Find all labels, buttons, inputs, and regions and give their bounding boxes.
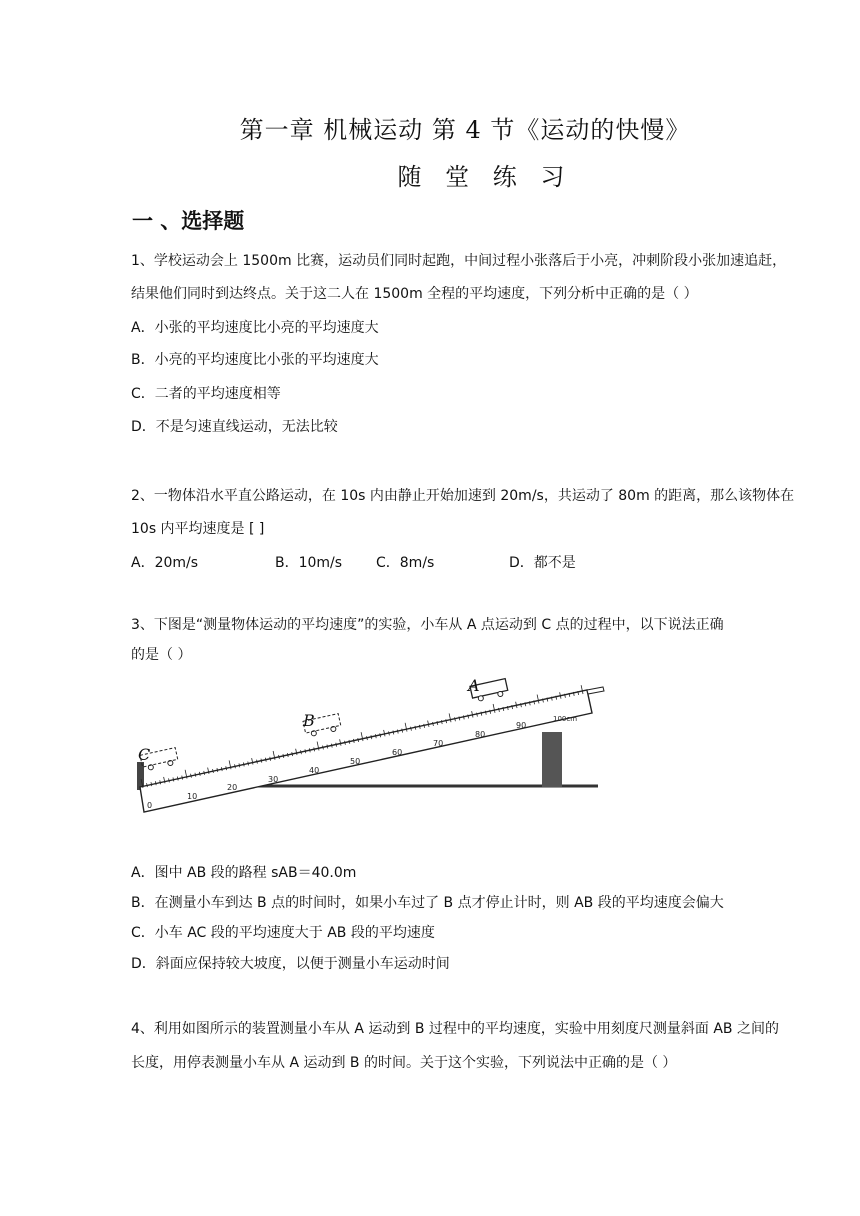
q1-stem-line2: 结果他们同时到达终点。关于这二人在 1500m 全程的平均速度，下列分析中正确的是（ ） (131, 286, 698, 302)
ruler-number-40: 40 (309, 766, 320, 775)
section-heading: 一 、选择题 (132, 209, 245, 233)
support-post (542, 732, 562, 787)
q2-option-c: C．8m/s (376, 555, 435, 571)
q1-option-a: A．小张的平均速度比小亮的平均速度大 (131, 320, 379, 336)
label-b: B (303, 711, 315, 730)
q2-option-a: A．20m/s (131, 555, 199, 571)
ruler-number-100: 100cm (553, 715, 578, 723)
label-c: C (138, 745, 151, 764)
ruler-body (140, 690, 592, 812)
q4-stem-line1: 4、利用如图所示的装置测量小车从 A 运动到 B 过程中的平均速度，实验中用刻度尺测量斜面 AB 之间的 (131, 1021, 779, 1037)
q2-stem-line1: 2、一物体沿水平直公路运动，在 10s 内由静止开始加速到 20m/s，共运动了 80m 的距离，那么该物体在 (131, 488, 795, 504)
page-subtitle: 随 堂 练 习 (397, 163, 573, 191)
q3-option-c: C．小车 AC 段的平均速度大于 AB 段的平均速度 (131, 925, 435, 941)
q1-stem-line1: 1、学校运动会上 1500m 比赛，运动员们同时起跑，中间过程小张落后于小亮，冲刺阶段小张加速追赶， (131, 253, 787, 269)
ruler-number-0: 0 (147, 801, 153, 810)
q1-option-d: D．不是匀速直线运动，无法比较 (131, 419, 338, 435)
q2-stem-line2: 10s 内平均速度是 [ ] (131, 521, 265, 537)
ruler-number-70: 70 (433, 739, 444, 748)
ruler-number-90: 90 (516, 721, 527, 730)
q2-option-d: D．都不是 (509, 555, 576, 571)
label-a: A (468, 676, 480, 695)
ruler-number-30: 30 (268, 775, 279, 784)
ruler-number-10: 10 (187, 792, 198, 801)
q3-stem-line2: 的是（ ） (131, 647, 192, 663)
ruler-number-80: 80 (475, 730, 486, 739)
q1-option-b: B．小亮的平均速度比小张的平均速度大 (131, 352, 379, 368)
q4-stem-line2: 长度，用停表测量小车从 A 运动到 B 的时间。关于这个实验，下列说法中正确的是（ ） (131, 1055, 677, 1071)
q1-option-c: C．二者的平均速度相等 (131, 386, 281, 402)
q2-option-b: B．10m/s (275, 555, 343, 571)
q3-stem-line1: 3、下图是“测量物体运动的平均速度”的实验，小车从 A 点运动到 C 点的过程中，以下说法正确 (131, 617, 724, 633)
q3-option-a: A．图中 AB 段的路程 sAB＝40.0m (131, 865, 357, 881)
q3-option-b: B．在测量小车到达 B 点的时间时，如果小车过了 B 点才停止计时，则 AB 段的平均速度会偏大 (131, 895, 724, 911)
ruler-number-50: 50 (350, 757, 361, 766)
q3-option-d: D．斜面应保持较大坡度，以便于测量小车运动时间 (131, 956, 450, 972)
incline-ruler-figure (135, 675, 605, 820)
ruler-tab (587, 687, 604, 694)
ruler-number-60: 60 (392, 748, 403, 757)
ruler-number-20: 20 (227, 783, 238, 792)
chapter-title: 第一章 机械运动 第 4 节《运动的快慢》 (239, 116, 691, 144)
